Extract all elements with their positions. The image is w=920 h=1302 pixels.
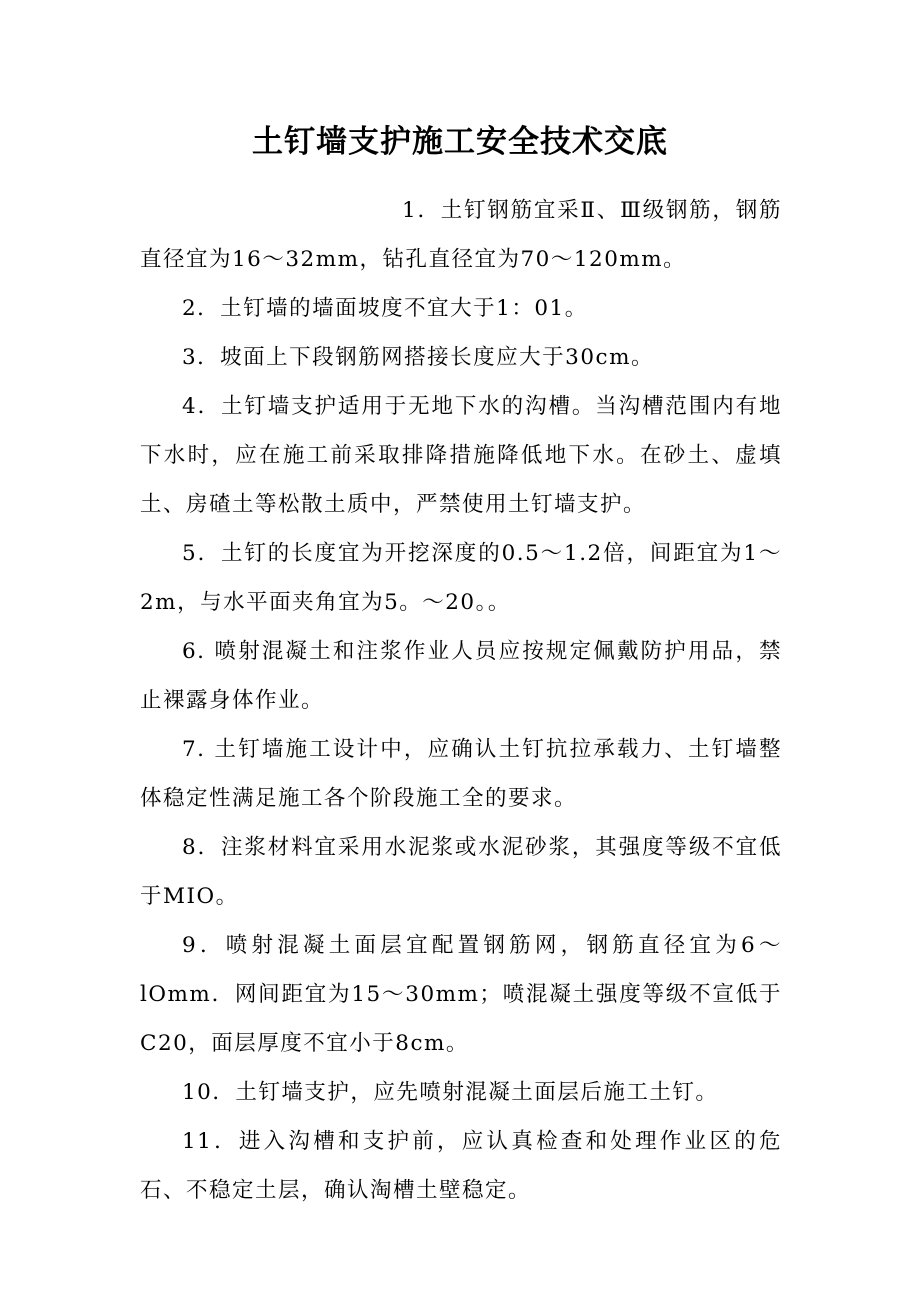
paragraph-7: 7. 土钉墙施工设计中，应确认土钉抗拉承载力、土钉墙整体稳定性满足施工各个阶段施工全的要求。 xyxy=(140,737,782,811)
paragraph-2: 2．土钉墙的墙面坡度不宜大于1：01。 xyxy=(182,296,588,321)
paragraph-10: 10．土钉墙支护，应先喷射混凝土面层后施工土钉。 xyxy=(182,1080,719,1105)
paragraph-1: 1．土钉钢筋宜采Ⅱ、Ⅲ级钢筋，钢筋直径宜为16～32mm，钻孔直径宜为70～120mm。 xyxy=(140,198,782,272)
paragraph-6: 6. 喷射混凝土和注浆作业人员应按规定佩戴防护用品，禁止裸露身体作业。 xyxy=(140,639,782,713)
paragraph-3: 3．坡面上下段钢筋网搭接长度应大于30cm。 xyxy=(182,345,654,370)
paragraph-11: 11．进入沟槽和支护前，应认真检查和处理作业区的危石、不稳定土层，确认淘槽土壁稳定。 xyxy=(140,1129,782,1203)
document-title: 土钉墙支护施工安全技术交底 xyxy=(252,124,668,160)
document-body xyxy=(140,186,782,1215)
paragraph-8: 8．注浆材料宜采用水泥浆或水泥砂浆，其强度等级不宜低于MIO。 xyxy=(140,835,782,909)
paragraph-4: 4．土钉墙支护适用于无地下水的沟槽。当沟槽范围内有地下水时，应在施工前采取排降措施降低地下水。在砂土、虚填土、房碴土等松散土质中，严禁使用土钉墙支护。 xyxy=(140,394,782,517)
paragraph-9: 9．喷射混凝土面层宜配置钢筋网，钢筋直径宜为6～lOmm．网间距宜为15～30mm；喷混凝土强度等级不宣低于C20，面层厚度不宜小于8cm。 xyxy=(140,933,782,1056)
paragraph-5: 5．土钉的长度宜为开挖深度的0.5～1.2倍，间距宜为1～2m，与水平面夹角宜为5。～20。。 xyxy=(140,541,782,615)
